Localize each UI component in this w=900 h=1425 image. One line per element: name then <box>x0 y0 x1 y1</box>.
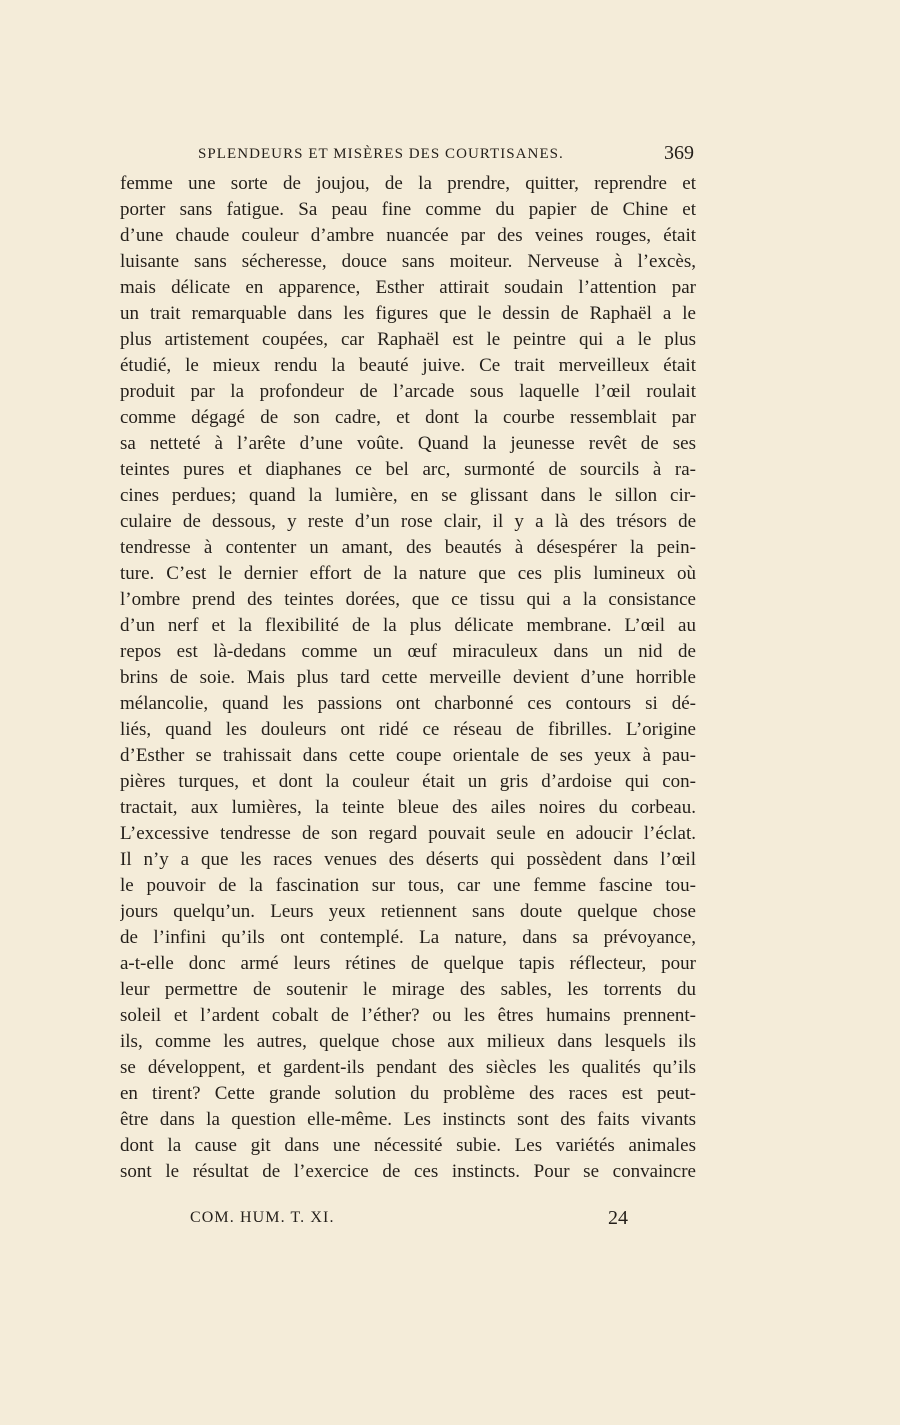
text-line: L’excessive tendresse de son regard pouvait seule en adoucir l’éclat. <box>120 823 696 844</box>
text-line: être dans la question elle-même. Les instincts sont des faits vivants <box>120 1109 696 1130</box>
text-line: d’une chaude couleur d’ambre nuancée par des veines rouges, était <box>120 225 696 246</box>
text-line: d’Esther se trahissait dans cette coupe orientale de ses yeux à pau- <box>120 745 696 766</box>
text-line: sont le résultat de l’exercice de ces instincts. Pour se convaincre <box>120 1161 696 1182</box>
text-line: produit par la profondeur de l’arcade sous laquelle l’œil roulait <box>120 381 696 402</box>
text-line: un trait remarquable dans les figures que le dessin de Raphaël a le <box>120 303 696 324</box>
text-line: ils, comme les autres, quelque chose aux milieux dans lesquels ils <box>120 1031 696 1052</box>
text-line: tractait, aux lumières, la teinte bleue des ailes noires du corbeau. <box>120 797 696 818</box>
body-text <box>120 171 696 1209</box>
text-line: comme dégagé de son cadre, et dont la courbe ressemblait par <box>120 407 696 428</box>
text-line: mélancolie, quand les passions ont charbonné ces contours si dé- <box>120 693 696 714</box>
text-line: repos est là-dedans comme un œuf miraculeux dans un nid de <box>120 641 696 662</box>
text-line: Il n’y a que les races venues des déserts qui possèdent dans l’œil <box>120 849 696 870</box>
running-head <box>198 142 694 168</box>
text-line: jours quelqu’un. Leurs yeux retiennent sans doute quelque chose <box>120 901 696 922</box>
text-line: tendresse à contenter un amant, des beautés à désespérer la pein- <box>120 537 696 558</box>
text-line: en tirent? Cette grande solution du problème des races est peut- <box>120 1083 696 1104</box>
text-line: brins de soie. Mais plus tard cette merveille devient d’une horrible <box>120 667 696 688</box>
signature-mark: COM. HUM. T. XI. <box>190 1209 335 1226</box>
text-line: se développent, et gardent-ils pendant des siècles les qualités qu’ils <box>120 1057 696 1078</box>
signature-number: 24 <box>608 1207 628 1229</box>
running-title: SPLENDEURS ET MISÈRES DES COURTISANES. <box>198 146 564 162</box>
page-footer <box>190 1209 628 1233</box>
text-line: dont la cause git dans une nécessité subie. Les variétés animales <box>120 1135 696 1156</box>
text-line: l’ombre prend des teintes dorées, que ce tissu qui a la consistance <box>120 589 696 610</box>
text-line: liés, quand les douleurs ont ridé ce réseau de fibrilles. L’origine <box>120 719 696 740</box>
text-line: teintes pures et diaphanes ce bel arc, surmonté de sourcils à ra- <box>120 459 696 480</box>
text-line: étudié, le mieux rendu la beauté juive. Ce trait merveilleux était <box>120 355 696 376</box>
text-line: pières turques, et dont la couleur était un gris d’ardoise qui con- <box>120 771 696 792</box>
text-line: cines perdues; quand la lumière, en se glissant dans le sillon cir- <box>120 485 696 506</box>
text-line: de l’infini qu’ils ont contemplé. La nature, dans sa prévoyance, <box>120 927 696 948</box>
text-line: plus artistement coupées, car Raphaël est le peintre qui a le plus <box>120 329 696 350</box>
text-line: leur permettre de soutenir le mirage des sables, les torrents du <box>120 979 696 1000</box>
text-line: culaire de dessous, y reste d’un rose clair, il y a là des trésors de <box>120 511 696 532</box>
text-line: femme une sorte de joujou, de la prendre, quitter, reprendre et <box>120 173 696 194</box>
text-line: porter sans fatigue. Sa peau fine comme du papier de Chine et <box>120 199 696 220</box>
text-line: sa netteté à l’arête d’une voûte. Quand la jeunesse revêt de ses <box>120 433 696 454</box>
text-line: le pouvoir de la fascination sur tous, car une femme fascine tou- <box>120 875 696 896</box>
text-line: d’un nerf et la flexibilité de la plus délicate membrane. L’œil au <box>120 615 696 636</box>
text-line: a-t-elle donc armé leurs rétines de quelque tapis réflecteur, pour <box>120 953 696 974</box>
text-line: luisante sans sécheresse, douce sans moiteur. Nerveuse à l’excès, <box>120 251 696 272</box>
page-number: 369 <box>664 142 694 164</box>
text-line: mais délicate en apparence, Esther attirait soudain l’attention par <box>120 277 696 298</box>
text-line: soleil et l’ardent cobalt de l’éther? ou les êtres humains prennent- <box>120 1005 696 1026</box>
text-line: ture. C’est le dernier effort de la nature que ces plis lumineux où <box>120 563 696 584</box>
